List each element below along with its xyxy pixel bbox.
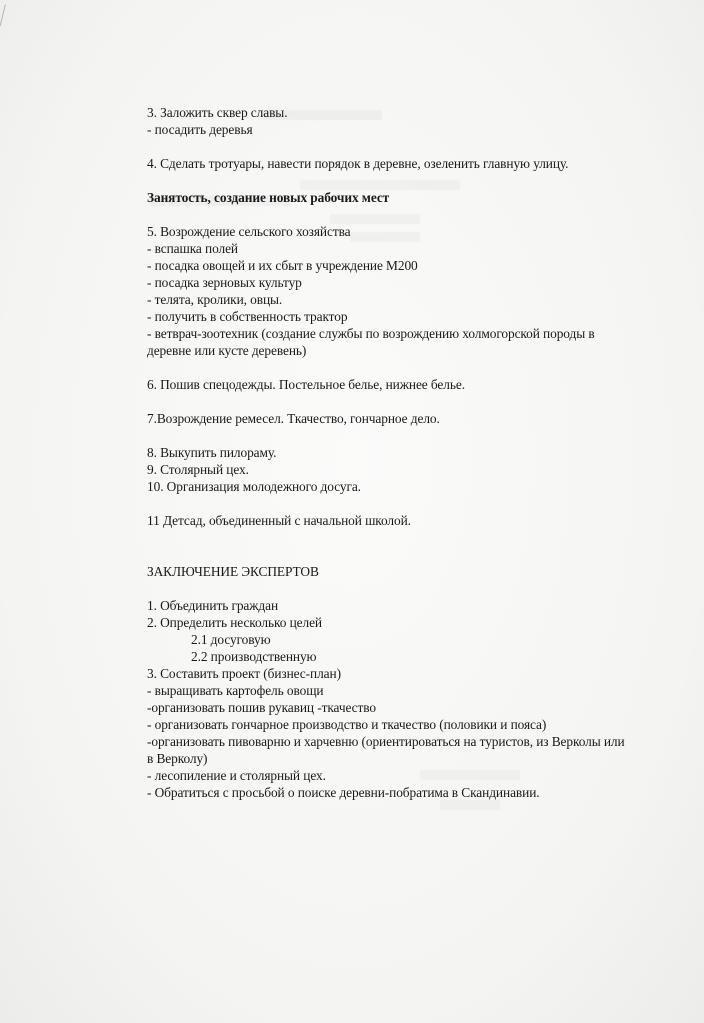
text-line: 10. Организация молодежного досуга. bbox=[147, 479, 361, 494]
paragraph-spacer bbox=[147, 580, 627, 597]
paragraph-spacer bbox=[147, 495, 627, 512]
paragraph-spacer bbox=[147, 359, 627, 376]
text-line: - ветврач-зоотехник (создание службы по возрождению холмогорской породы в деревне или кусте деревень) bbox=[147, 326, 595, 358]
section-heading: Занятость, создание новых рабочих мест bbox=[147, 190, 390, 205]
text-line: 11 Детсад, объединенный с начальной школой. bbox=[147, 513, 411, 528]
bleed-through-shape bbox=[440, 800, 500, 810]
text-line: - вспашка полей bbox=[147, 241, 238, 256]
text-line: ЗАКЛЮЧЕНИЕ ЭКСПЕРТОВ bbox=[147, 564, 319, 579]
paragraph-spacer bbox=[147, 206, 627, 223]
text-line: - Обратиться с просьбой о поиске деревни-побратима в Скандинавии. bbox=[147, 785, 540, 800]
text-line: - посадка овощей и их сбыт в учреждение М200 bbox=[147, 258, 418, 273]
text-line: - посадка зерновых культур bbox=[147, 275, 302, 290]
text-line: - получить в собственность трактор bbox=[147, 309, 348, 324]
text-line: 5. Возрождение сельского хозяйства bbox=[147, 224, 351, 239]
text-line: 3. Заложить сквер славы. bbox=[147, 105, 288, 120]
text-line: - выращивать картофель овощи bbox=[147, 683, 324, 698]
text-line: 7.Возрождение ремесел. Ткачество, гончарное дело. bbox=[147, 411, 440, 426]
text-line: - лесопиление и столярный цех. bbox=[147, 768, 326, 783]
text-line: 8. Выкупить пилораму. bbox=[147, 445, 277, 460]
document-body bbox=[147, 104, 627, 801]
text-line: 9. Столярный цех. bbox=[147, 462, 249, 477]
text-line: 6. Пошив спецодежды. Постельное белье, нижнее белье. bbox=[147, 377, 465, 392]
text-line: 2. Определить несколько целей bbox=[147, 615, 322, 630]
text-line: 2.1 досуговую bbox=[191, 632, 271, 647]
paragraph-spacer bbox=[147, 393, 627, 410]
text-line: -организовать пошив рукавиц -ткачество bbox=[147, 700, 376, 715]
paragraph-spacer bbox=[147, 427, 627, 444]
paragraph-spacer bbox=[147, 138, 627, 155]
text-line: - организовать гончарное производство и ткачество (половики и пояса) bbox=[147, 717, 547, 732]
text-line: 4. Сделать тротуары, навести порядок в деревне, озеленить главную улицу. bbox=[147, 156, 569, 171]
text-line: -организовать пивоварню и харчевню (ориентироваться на туристов, из Верколы или в Верколу) bbox=[147, 734, 625, 766]
text-line: - телята, кролики, овцы. bbox=[147, 292, 283, 307]
text-line: 1. Объединить граждан bbox=[147, 598, 279, 613]
text-line: 2.2 производственную bbox=[191, 649, 317, 664]
scan-edge-mark bbox=[0, 5, 19, 30]
text-line: - посадить деревья bbox=[147, 122, 253, 137]
paragraph-spacer bbox=[147, 172, 627, 189]
text-line: 3. Составить проект (бизнес-план) bbox=[147, 666, 341, 681]
paragraph-spacer bbox=[147, 529, 627, 563]
